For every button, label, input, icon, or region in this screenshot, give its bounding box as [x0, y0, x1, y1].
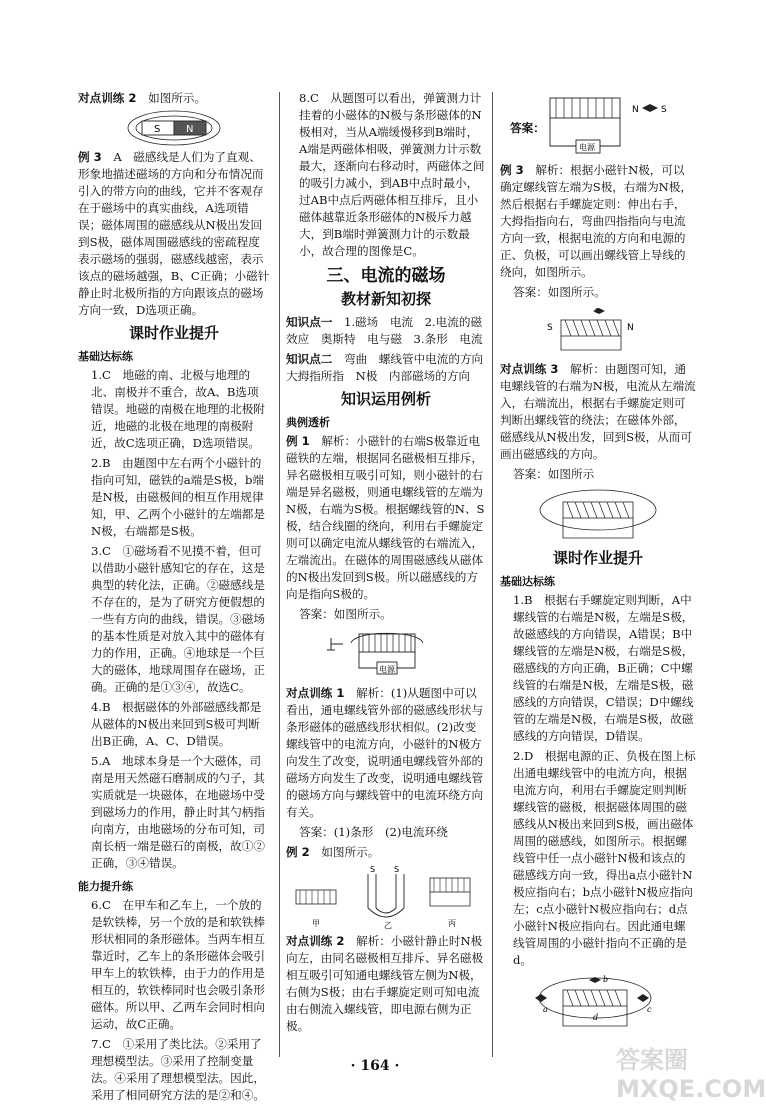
chapter-title: 三、电流的磁场: [326, 266, 446, 286]
example-text: A 磁感线是人们为了直观、形象地描述磁场的方向和分布情况而引入的带方向的曲线，它并不客观存在于磁场中的真实曲线，A选项错误；磁体周围的磁感线从N极出发回到S极，磁体周围磁感线的密疏程度表示磁场的强弱，磁感线越密，表示该点的磁场越强，B、C正确；小磁针静止时北极所指的方向跟该点的磁场方向一致，D选项正确。: [78, 150, 270, 317]
column-2: [286, 90, 495, 1038]
answer-text: 答案：如图所示。: [513, 285, 606, 299]
subsection-label: 典例透析: [286, 416, 330, 429]
section-heading: 课时作业提升: [128, 324, 219, 342]
answer-text: 答案：(1)条形 (2)电流环绕: [299, 825, 448, 839]
subsection-label: 基础达标练: [500, 575, 555, 588]
answer-item: 7.C ①采用了类比法。②采用了理想模型法。③采用了控制变量法。④采用了理想模型法。因此，采用了相同研究方法的是②和④。: [91, 1037, 265, 1102]
knowledge-text: 1.磁场 电流 2.电流的磁效应 奥斯特 电与磁 3.条形 电流: [286, 315, 483, 346]
knowledge-label: 知识点一: [286, 315, 333, 329]
magnet-field-figure: [124, 110, 224, 146]
svg-text:a: a: [543, 1005, 548, 1014]
svg-text:S: S: [370, 865, 376, 874]
training-label: 对点训练 1: [286, 686, 345, 700]
svg-text:S: S: [547, 323, 553, 333]
column-3: [500, 90, 696, 1037]
training-label: 对点训练 3: [500, 362, 559, 376]
example-label: 例 3: [500, 163, 524, 177]
answer-item: 2.B 由题图中左右两个小磁针的指向可知，磁铁的a端是S极，b端是N极，由磁极间的相互作用规律知，甲、乙两个小磁针的左端都是N极，右端都是S极。: [91, 456, 265, 538]
subsection-label: 基础达标练: [78, 350, 133, 363]
answer-text: 答案：如图所示。: [299, 607, 392, 621]
training-text: 如图所示。: [148, 91, 207, 105]
example-label: 例 1: [286, 434, 310, 448]
example-text: 如图所示。: [321, 845, 380, 859]
figure-caption: 乙: [384, 921, 392, 930]
answer-item: 5.A 地球本身是一个大磁体，司南是用天然磁石磨制成的勺子，其实质就是一块磁体，在地磁场中受到磁场力的作用，静止时其勺柄指向南方，由地磁场的分布可知，司南长柄一端是磁石的南极，故①②正确，③④错误。: [91, 754, 265, 870]
figure-caption: 甲: [312, 919, 320, 928]
training-label: 对点训练 2: [286, 934, 345, 948]
three-solenoid-figure: [288, 864, 484, 930]
solenoid-fieldlines-figure: [533, 486, 663, 544]
example-text: 解析：小磁针的右端S极靠近电磁铁的左端，根据同名磁极相互排斥，异名磁极相互吸引可知，则小磁针的右端是异名磁极，则通电螺线管的左端为N极，右端为S极。根据螺线管的N、S极，结合线圈的绕向，利用右手螺旋定则可以确定电流从螺线管的右端流入，左端流出。在磁体的周围磁感线从磁体的N极出发回到S极。所以磁感线的方向是指向S极的。: [286, 434, 485, 601]
power-label: 电源: [379, 665, 395, 674]
column-divider-1: [279, 92, 280, 1057]
svg-text:N: N: [627, 323, 634, 333]
svg-text:d: d: [593, 1013, 599, 1022]
svg-text:S: S: [661, 105, 667, 115]
column-1: [78, 90, 270, 1107]
figure-caption: 丙: [448, 919, 456, 928]
svg-text:N: N: [186, 124, 194, 135]
svg-text:b: b: [603, 975, 609, 984]
answer-figure-block: [500, 90, 696, 162]
example-label: 例 2: [286, 845, 310, 859]
answer-item: 4.B 根据磁体的外部磁感线都是从磁体的N极出来回到S极可判断出B正确，A、C、D错误。: [91, 700, 262, 748]
section-heading: 课时作业提升: [552, 549, 643, 567]
column-divider-2: [492, 92, 493, 1057]
section-heading: 知识运用例析: [340, 390, 431, 408]
answer-item: 2.D 根据电源的正、负极在图上标出通电螺线管中的电流方向，根据电流方向，利用右手螺旋定则判断螺线管的磁极，根据磁体周围的磁感线从N极出来回到S极，画出磁体周围的磁感线，如图所示。根据螺线管中任一点小磁针N极和该点的磁感线方向一致，得出a点小磁针N极应指向右；b点小磁针N极应指向左；c点小磁针N极应指向右；d点小磁针N极应指向右。因此通电螺线管周围的小磁针指向不正确的是d。: [513, 749, 696, 967]
subsection-label: 能力提升练: [78, 880, 133, 893]
answer-item: 1.C 地磁的南、北极与地理的北、南极并不重合，故A、B选项错误。地磁的南极在地理的北极附近，地磁的北极在地理的南极附近，故C选项正确，D选项错误。: [91, 368, 265, 450]
power-label: 电源: [579, 143, 595, 152]
training-text: 解析：小磁针静止时N极向左，由同名磁极相互排斥、异名磁极相互吸引可知通电螺线管左侧为N极，右侧为S极；由右手螺旋定则可知电流由右侧流入螺线管，即电源右侧为正极。: [286, 934, 484, 1033]
answer-label: 答案：: [510, 121, 545, 135]
training-text: 解析：由题图可知，通电螺线管的右端为N极，电流从左端流入，右端流出，根据右手螺旋定则可判断出螺线管的绕法；在磁体外部，磁感线从N极出发，回到S极，从而可画出磁感线的方向。: [500, 362, 696, 461]
answer-item: 6.C 在甲车和乙车上，一个放的是软铁棒，另一个放的是和软铁棒形状相同的条形磁体。当两车相互靠近时，乙车上的条形磁体会吸引甲车上的软铁棒，由于力的作用是相互的，软铁棒同时也会吸引条形磁体。所以甲、乙两车会同时相向运动，故C正确。: [91, 898, 265, 1031]
watermark-text: 答案圈 MXQE.COM: [616, 1046, 766, 1103]
knowledge-label: 知识点二: [286, 352, 333, 366]
solenoid-power-figure: [540, 90, 680, 162]
answer-text: 答案：如图所示: [513, 467, 595, 481]
solenoid-winding-figure: [543, 304, 653, 358]
section-heading: 教材新知初探: [340, 290, 431, 308]
solenoid-circuit-figure: [321, 626, 451, 682]
answer-item: 3.C ①磁场看不见摸不着，但可以借助小磁针感知它的存在，这是典型的转化法，正确。②磁感线是不存在的，是为了研究方便假想的一些有方向的曲线，错误。③磁场的基本性质是对放入其中的磁体有力的作用，正确。④地球是一个巨大的磁体，地球周围存在磁场，正确。正确的是①③④，故选C。: [91, 544, 265, 694]
page-number: · 164 ·: [350, 1058, 400, 1074]
example-text: 解析：根据小磁针N极，可以确定螺线管左端为S极，右端为N极，然后根据右手螺旋定则：伸出右手，大拇指指向右，弯曲四指指向与电流方向一致，根据电流的方向和电源的正、负极，可以画出螺线管上导线的绕向，如图所示。: [500, 163, 692, 279]
training-label: 对点训练 2: [78, 91, 137, 105]
knowledge-text: 弯曲 螺线管中电流的方向 大拇指所指 N极 内部磁场的方向: [286, 352, 495, 383]
training-text: 解析：(1)从题图中可以看出，通电螺线管外部的磁感线形状与条形磁体的磁感线形状相似。(2)改变螺线管中的电流方向，小磁针的N极方向发生了改变，说明通电螺线管外部的磁场方向发生了改变，说明通电螺线管的磁场方向与螺线管中的电流环绕方向有关。: [286, 686, 484, 819]
answer-item: 1.B 根据右手螺旋定则判断，A中螺线管的右端是N极，左端是S极，故磁感线的方向错误，A错误；B中螺线管的左端是N极，右端是S极，磁感线的方向正确，B正确；C中螺线管的右端是N极，左端是S极，磁感线的方向错误，C错误；D中螺线管的左端是N极，右端是S极，故磁感线的方向错误，D错误。: [513, 593, 694, 743]
svg-text:S: S: [154, 124, 161, 135]
compass-solenoid-figure: [533, 972, 663, 1034]
svg-text:c: c: [647, 1005, 652, 1014]
watermark-logo: [616, 1040, 766, 1103]
svg-text:N: N: [632, 105, 639, 115]
example-label: 例 3: [78, 150, 102, 164]
svg-text:S: S: [394, 865, 400, 874]
answer-item: 8.C 从题图可以看出，弹簧测力计挂着的小磁体的N极与条形磁体的N极相对，当从A端缓慢移到B端时，A端是两磁体相吸，弹簧测力计示数最大，逐渐向右移动时，两磁体之间的吸引力减小，到AB中点时最小，过AB中点后两磁体相互排斥，且小磁体越靠近条形磁体的N极斥力越大，到B端时弹簧测力计的示数最小，故合理的图像是C。: [299, 91, 485, 258]
